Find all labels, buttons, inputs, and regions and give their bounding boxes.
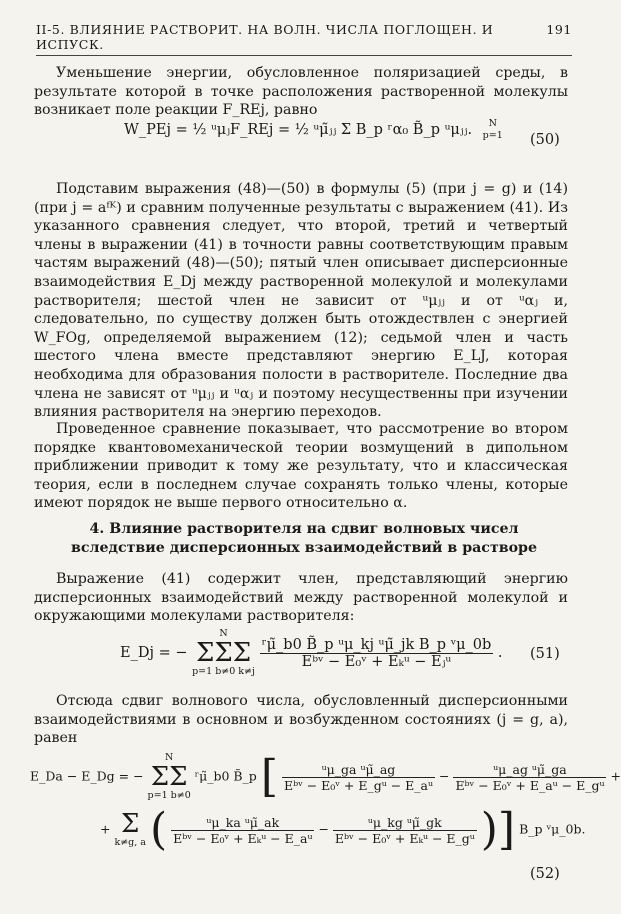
paragraph-conclusion: Проведенное сравнение показывает, что рассмотрение во втором порядке квантовомеханической теории возмущений в дипольном приближении приводит к тому же результату, что и классическая теория, если в последнем случае сохранять только члены, которые имеют порядок не выше первого относительно α. bbox=[34, 421, 568, 512]
eq52-f4-numerator: ᵘμ_kg ᵘμ̃_gk bbox=[333, 815, 477, 831]
paragraph-dispersion: Выражение (41) содержит член, представляющий энергию дисперсионных взаимодействий между растворенной молекулой и окружающими молекулами растворителя: bbox=[34, 571, 568, 625]
eq52-f3-numerator: ᵘμ_ka ᵘμ̃_ak bbox=[171, 815, 314, 831]
equation-52-number: (52) bbox=[530, 866, 560, 882]
eq51-denominator: Eᵇᵛ − E₀ᵛ + Eₖᵘ − Eⱼᵘ bbox=[301, 653, 452, 670]
equation-50-number: (50) bbox=[530, 132, 560, 148]
eq52-sum-2: Σ k≠g, a bbox=[114, 809, 146, 848]
eq52-f3-denominator: Eᵇᵛ − E₀ᵛ + Eₖᵘ − E_aᵘ bbox=[173, 830, 313, 846]
eq50-sum bbox=[483, 118, 503, 142]
eq51-numerator: ʳμ̃_b0 B̃_p ᵘμ_kj ᵘμ̃_jk B_p ᵛμ_0b bbox=[261, 636, 492, 653]
paragraph-comparison: Подставим выражения (48)—(50) в формулы (5) (при j = g) и (14) (при j = aᶠᴷ) и сравним полученные результаты с выражением (41). Из указанного сравнения следует, что второй, третий и четвертый члены в выражении (41) в точности равны соответствующим правым частям выражений (48)—(50); пятый член описывает дисперсионные взаимодействия E_Dj между растворенной молекулой и молекулами растворителя; шестой член не зависит от ᵘμⱼⱼ и от ᵘαⱼ и, следовательно, по существу должен быть отождествлен с энергией W_FOg, определяемой выражением (12); седьмой член и часть шестого члена вместе представляют энергию E_LJ, которая необходима для образования полости в растворителе. Последние два члена не зависят от ᵘμⱼⱼ и ᵘαⱼ и поэтому несущественны при изучении влияния растворителя на энергию переходов. bbox=[34, 181, 568, 421]
eq51-sum-top: N bbox=[219, 628, 228, 639]
eq52-f4-denominator: Eᵇᵛ − E₀ᵛ + Eₖᵘ − E_gᵘ bbox=[334, 830, 475, 846]
eq50-sum-top: N bbox=[488, 118, 497, 129]
eq52-f1-denominator: Eᵇᵛ − E₀ᵛ + E_gᵘ − E_aᵘ bbox=[283, 777, 433, 793]
eq52-sum-top: N bbox=[164, 752, 174, 763]
paragraph-shift: Отсюда сдвиг волнового числа, обусловленный дисперсионными взаимодействиями в основном и возбужденном состояниях (j = g, a), равен bbox=[34, 693, 568, 747]
paragraph-polarization: Уменьшение энергии, обусловленное поляризацией среды, в результате которой в точке расположения растворенной молекулы возникает поле реакции F_REj, равно bbox=[34, 65, 568, 119]
eq52-fraction-1 bbox=[282, 762, 435, 793]
eq52-tail: B_p ᵛμ_0b. bbox=[519, 821, 586, 837]
eq52-sum2-bottom: k≠g, a bbox=[114, 837, 146, 848]
eq51-sum: N ΣΣΣ p=1 b≠0 k≠j bbox=[192, 628, 255, 677]
eq51-fraction bbox=[260, 637, 494, 670]
equation-51 bbox=[120, 628, 503, 678]
eq52-f2-numerator: ᵘμ_ag ᵘμ̃_ga bbox=[453, 762, 606, 778]
page-number: 191 bbox=[546, 22, 572, 37]
eq52-f1-numerator: ᵘμ_ga ᵘμ̃_ag bbox=[282, 762, 435, 778]
equation-52-row1: E_Da − E_Dg = − N ΣΣ p=1 b≠0 ʳμ̃_b0 B̃_p [ $\frac{\text{ᵘμ\_ga ᵘμ̃\_ag}}{\text{Eᵇᵛ − E₀ᵛ + E\_gᵘ − E\_aᵘ}}$ − $\frac{\text{ᵘμ\_ag ᵘμ̃\_ga}}{\text{Eᵇᵛ − E₀ᵛ + E\_aᵘ − E\_gᵘ}}$ + bbox=[30, 751, 621, 802]
eq50-sum-bottom: p=1 bbox=[482, 130, 503, 141]
eq52-f2-denominator: Eᵇᵛ − E₀ᵛ + E_aᵘ − E_gᵘ bbox=[455, 777, 605, 793]
eq52-sum: N ΣΣ p=1 b≠0 bbox=[147, 752, 191, 801]
section-heading bbox=[60, 520, 548, 558]
eq51-lhs: E_Dj = − bbox=[120, 645, 188, 661]
section-heading-line1: 4. Влияние растворителя на сдвиг волновых чисел bbox=[89, 521, 519, 537]
eq52-sum-bottom: p=1 b≠0 bbox=[147, 790, 191, 801]
equation-50 bbox=[124, 118, 503, 142]
running-header bbox=[36, 22, 572, 56]
eq50-expression: W_PEj = ½ ᵘμⱼF_REj = ½ ᵘμ̃ⱼⱼ Σ B_p ʳα₀ B̃_p ᵘμⱼⱼ. bbox=[124, 122, 473, 138]
eq52-plus: + bbox=[100, 821, 111, 837]
running-title: II-5. ВЛИЯНИЕ РАСТВОРИТ. НА ВОЛН. ЧИСЛА ПОГЛОЩЕН. И ИСПУСК. bbox=[36, 22, 494, 52]
section-heading-line2: вследствие дисперсионных взаимодействий в растворе bbox=[70, 540, 538, 556]
eq52-fraction-3 bbox=[171, 815, 314, 846]
eq52-fraction-4 bbox=[333, 815, 477, 846]
eq51-tail: . bbox=[497, 645, 503, 661]
equation-51-number: (51) bbox=[530, 646, 560, 662]
eq52-prefix: ʳμ̃_b0 B̃_p bbox=[194, 768, 257, 784]
eq52-fraction-2 bbox=[453, 762, 606, 793]
eq52-lhs: E_Da − E_Dg = − bbox=[30, 768, 144, 784]
eq51-sum-bottom: p=1 b≠0 k≠j bbox=[192, 666, 255, 677]
equation-52-row2: + Σ k≠g, a ( $\frac{\text{ᵘμ\_ka ᵘμ̃\_ak}}{\text{Eᵇᵛ − E₀ᵛ + Eₖᵘ − E\_aᵘ}}$ − $\frac{\text{ᵘμ\_kg ᵘμ̃\_gk}}{\text{Eᵇᵛ − E₀ᵛ + Eₖᵘ − E\_gᵘ}}$ )] B_p ᵛμ_0b. bbox=[100, 804, 586, 855]
